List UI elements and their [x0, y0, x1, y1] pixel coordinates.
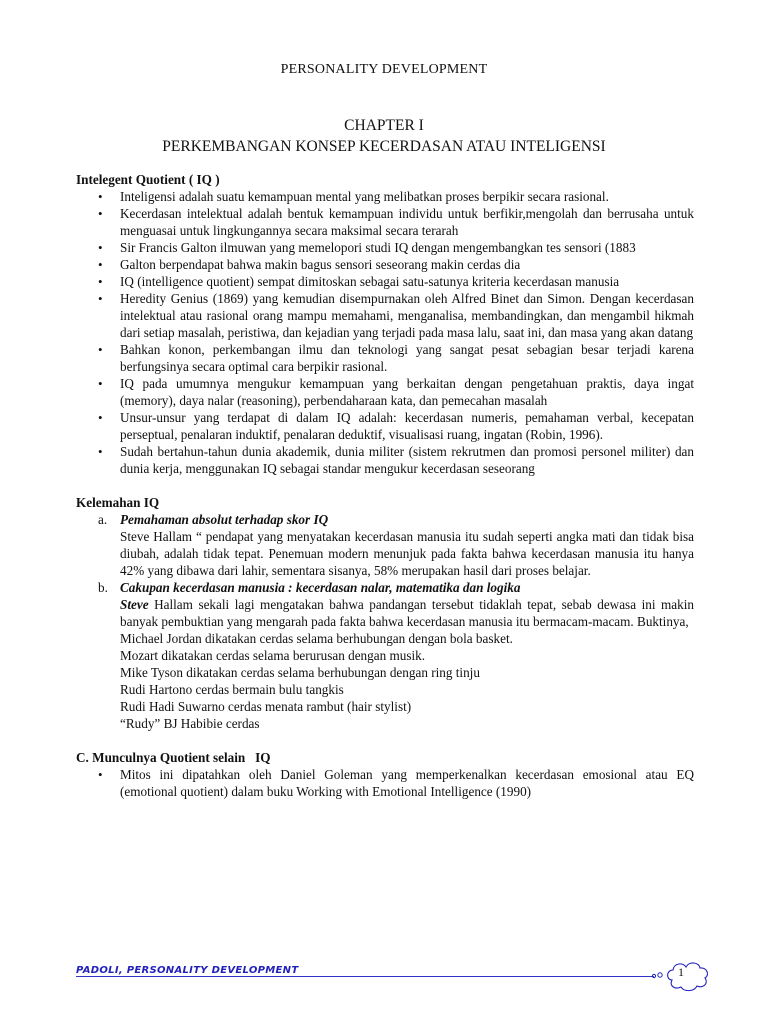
- section-heading-iq: Intelegent Quotient ( IQ ): [76, 172, 220, 187]
- bullet-icon: •: [98, 240, 103, 255]
- bullet-icon: •: [98, 376, 103, 391]
- list-marker: a.: [98, 512, 108, 527]
- list-item: • Sudah bertahun-tahun dunia akademik, dunia militer (sistem rekrutmen dan promosi personel militer) dan dunia kerja, menggunakan IQ sebagai standar mengukur kecerdasan seseorang: [98, 444, 694, 476]
- bullet-icon: •: [98, 410, 103, 425]
- list-marker: b.: [98, 580, 108, 595]
- bullet-icon: •: [98, 257, 103, 272]
- weakness-item-b: [76, 579, 694, 732]
- example-line: “Rudy” BJ Habibie cerdas: [120, 716, 260, 731]
- section-heading-weakness: Kelemahan IQ: [76, 495, 160, 510]
- example-line: Rudi Hartono cerdas bermain bulu tangkis: [120, 682, 344, 697]
- footer-text: PADOLI, PERSONALITY DEVELOPMENT: [76, 965, 299, 976]
- weakness-item-title: Pemahaman absolut terhadap skor IQ: [120, 512, 329, 527]
- list-item: • Bahkan konon, perkembangan ilmu dan teknologi yang sangat pesat sebagian besar terjadi karena berfungsinya secara optimal cara berpikir rasional.: [98, 342, 694, 374]
- list-item: • Galton berpendapat bahwa makin bagus sensori seseorang makin cerdas dia: [98, 257, 521, 272]
- page-number: 1: [678, 965, 684, 979]
- list-item: • Mitos ini dipatahkan oleh Daniel Goleman yang memperkenalkan kecerdasan emosional atau EQ (emotional quotient) dalam buku Working with Emotional Intelligence (1990): [98, 767, 694, 799]
- weakness-item-body: Steve Hallam “ pendapat yang menyatakan kecerdasan manusia itu sudah seperti angka mati dan tidak bisa diubah, adalah tidak tepat. Penemuan modern menunjuk pada fakta bahwa kecerdasan manusia itu hanya 42% yang dibawa dari lahir, sementara sisanya, 58% merupakan hasil dari proses belajar.: [120, 529, 694, 578]
- bullet-icon: •: [98, 342, 103, 357]
- weakness-item-a: [76, 511, 694, 579]
- bullet-icon: •: [98, 291, 103, 306]
- chapter-title: PERKEMBANGAN KONSEP KECERDASAN ATAU INTELIGENSI: [162, 138, 606, 155]
- list-item: • Unsur-unsur yang terdapat di dalam IQ adalah: kecerdasan numeris, pemahaman verbal, kecepatan perseptual, penalaran induktif, penalaran deduktif, visualisasi ruang, ingatan (Robin, 1996).: [98, 410, 694, 442]
- bullet-icon: •: [98, 767, 103, 782]
- example-line: Mozart dikatakan cerdas selama berurusan dengan musik.: [120, 648, 426, 663]
- section-heading-other-quotients: C. Munculnya Quotient selain IQ: [76, 750, 271, 765]
- cloud-icon: [650, 954, 720, 994]
- list-item: • Inteligensi adalah suatu kemampuan mental yang melibatkan proses berpikir secara rasional.: [98, 189, 609, 204]
- example-line: Michael Jordan dikatakan cerdas selama berhubungan dengan bola basket.: [120, 631, 513, 646]
- weakness-item-lead: Steve: [120, 597, 149, 612]
- list-item: • IQ pada umumnya mengukur kemampuan yang berkaitan dengan pengetahuan praktis, daya ingat (memory), daya nalar (reasoning), perbendaharaan kata, dan pemecahan masalah: [98, 376, 694, 408]
- weakness-item-title: Cakupan kecerdasan manusia : kecerdasan nalar, matematika dan logika: [120, 580, 521, 595]
- list-item: • Sir Francis Galton ilmuwan yang memelopori studi IQ dengan mengembangkan tes sensori (1883: [98, 240, 636, 255]
- list-item: • Heredity Genius (1869) yang kemudian disempurnakan oleh Alfred Binet dan Simon. Dengan kecerdasan intelektual atau rasional orang mampu memahami, menganalisa, membandingkan, dan mengambil hikmah dari setiap masalah, peristiwa, dan kejadian yang terjadi pada masa lalu, saat ini, dan masa yang akan datang: [98, 291, 694, 340]
- iq-bullet-list: [76, 188, 694, 477]
- chapter-heading: [0, 115, 768, 157]
- list-item: • Kecerdasan intelektual adalah bentuk kemampuan individu untuk berfikir,mengolah dan berrusaha untuk menguasai untuk lingkungannya secara maksimal secara terarah: [98, 206, 694, 238]
- bullet-icon: •: [98, 206, 103, 221]
- example-line: Mike Tyson dikatakan cerdas selama berhubungan dengan ring tinju: [120, 665, 480, 680]
- footer-rule: [76, 976, 654, 977]
- example-line: Rudi Hadi Suwarno cerdas menata rambut (hair stylist): [120, 699, 412, 714]
- bullet-icon: •: [98, 444, 103, 459]
- bullet-icon: •: [98, 189, 103, 204]
- weakness-list: [76, 511, 694, 732]
- other-quotients-list: [76, 766, 694, 800]
- weakness-item-body: Steve Hallam sekali lagi mengatakan bahwa pandangan tersebut tidaklah tepat, sebab dewasa ini makin banyak pembuktian yang mengarah pada fakta bahwa kecerdasan manusia itu bermacam-macam. Buktinya,: [120, 597, 694, 629]
- document-title: PERSONALITY DEVELOPMENT: [280, 62, 488, 77]
- bullet-icon: •: [98, 274, 103, 289]
- document-body: [76, 171, 694, 800]
- chapter-label: CHAPTER I: [344, 117, 424, 134]
- list-item: • IQ (intelligence quotient) sempat dimitoskan sebagai satu-satunya kriteria kecerdasan manusia: [98, 274, 620, 289]
